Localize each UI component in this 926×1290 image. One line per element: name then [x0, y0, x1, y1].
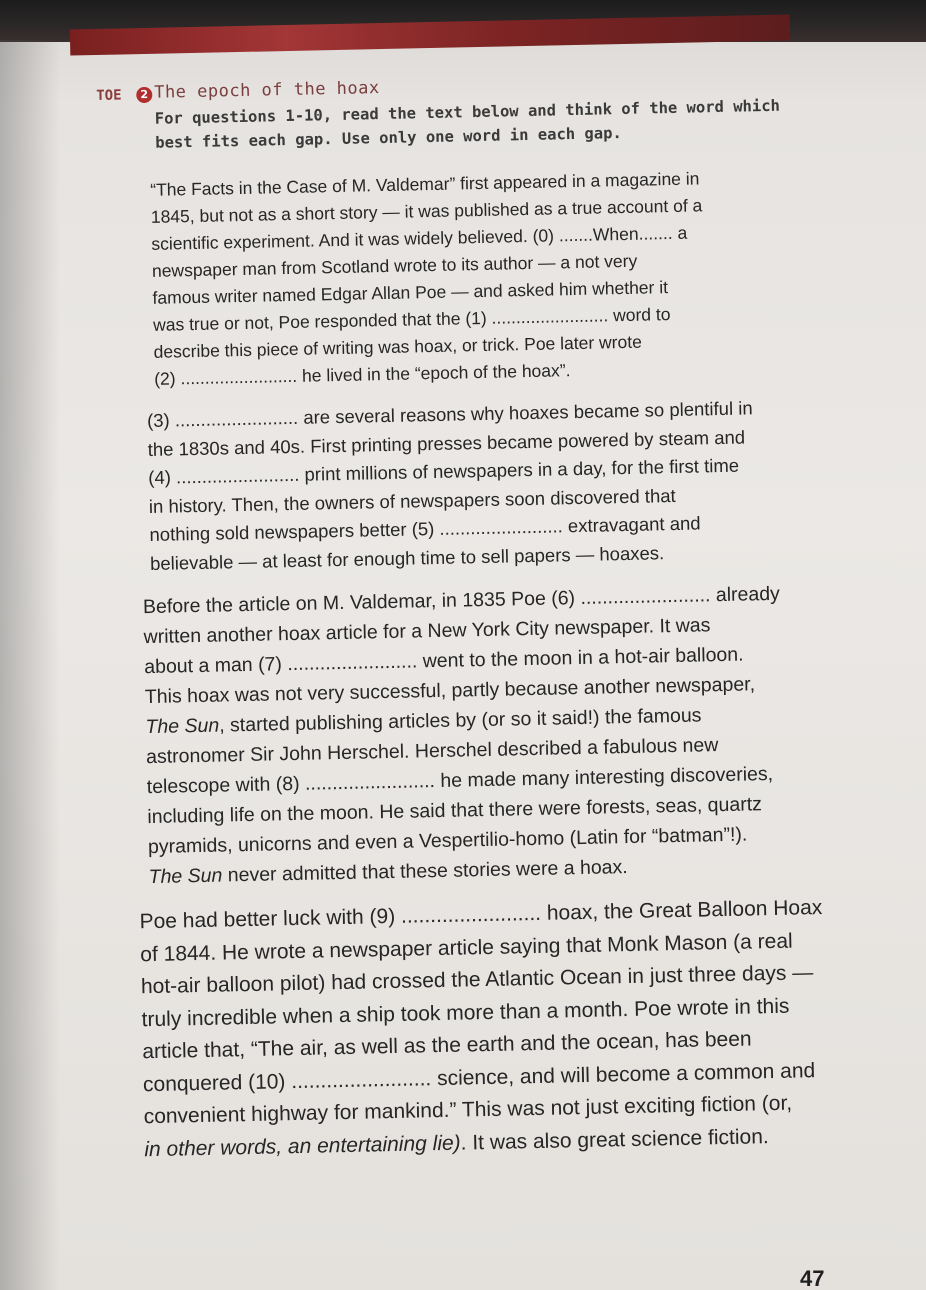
exam-tag: TOE [96, 87, 122, 104]
newspaper-name: The Sun [148, 864, 223, 889]
text-fragment: never admitted that these stories were a hoax. [222, 856, 628, 887]
text-line: This hoax was not very successful, partly because another newspaper, [144, 673, 756, 709]
text-line: “The Facts in the Case of M. Valdemar” first appeared in a magazine in [150, 168, 700, 200]
text-line: (2) ........................ he lived in the “epoch of the hoax”. [154, 360, 571, 389]
text-line: describe this piece of writing was hoax, or trick. Poe later wrote [153, 331, 643, 362]
passage [139, 162, 879, 1166]
text-line: (3) ........................ are several reasons why hoaxes became so plentiful in [146, 397, 753, 432]
page-shadow [0, 40, 60, 1290]
text-line: nothing sold newspapers better (5) ........................ extravagant and [149, 512, 701, 545]
text-line: in history. Then, the owners of newspapers soon discovered that [148, 484, 676, 517]
text-line: truly incredible when a ship took more than a month. Poe wrote in this [141, 994, 790, 1031]
paragraph-1 [150, 162, 862, 393]
text-line: Poe had better luck with (9) ........................ hoax, the Great Balloon Hoax [139, 895, 823, 934]
newspaper-name: The Sun [145, 714, 220, 739]
exercise-title: The epoch of the hoax [154, 78, 380, 103]
italic-aside: in other words, an entertaining lie) [144, 1131, 461, 1161]
text-line: newspaper man from Scotland wrote to its author — a not very [151, 250, 638, 281]
text-line: astronomer Sir John Herschel. Herschel described a fabulous new [145, 734, 719, 769]
text-line: convenient highway for mankind.” This was not just exciting fiction (or, [143, 1091, 793, 1129]
paragraph-3 [143, 577, 873, 892]
text-line: 1845, but not as a short story — it was published as a true account of a [150, 195, 703, 227]
text-line: about a man (7) ........................ went to the moon in a hot-air balloon. [144, 643, 744, 679]
text-fragment: , started publishing articles by (or so it said!) the famous [218, 704, 702, 737]
text-line: article that, “The air, as well as the earth and the ocean, has been [142, 1027, 752, 1064]
text-line: conquered (10) ........................ science, and will become a common and [142, 1058, 816, 1096]
exercise-content [96, 66, 879, 1181]
text-line: including life on the moon. He said that there were forests, seas, quartz [147, 793, 763, 829]
text-line: famous writer named Edgar Allan Poe — and asked him whether it [152, 277, 669, 308]
instruction-line: best fits each gap. Use only one word in each gap. [155, 124, 622, 152]
exercise-number-badge: 2 [136, 87, 152, 103]
text-line: was true or not, Poe responded that the (1) ........................ word to [152, 304, 671, 335]
paragraph-4 [139, 891, 878, 1166]
text-line: written another hoax article for a New York City newspaper. It was [143, 614, 711, 649]
exercise-instructions [155, 92, 858, 155]
text-line: pyramids, unicorns and even a Vespertilio-homo (Latin for “batman”!). [147, 823, 748, 859]
instruction-line: For questions 1-10, read the text below and think of the word which [154, 96, 781, 128]
text-line: the 1830s and 40s. First printing presses became powered by steam and [147, 425, 746, 460]
text-line: telescope with (8) ........................ he made many interesting discoveries, [146, 762, 774, 799]
text-line: hot-air balloon pilot) had crossed the Atlantic Ocean in just three days — [140, 961, 814, 999]
text-fragment: . It was also great science fiction. [460, 1124, 769, 1155]
text-line: of 1844. He wrote a newspaper article saying that Monk Mason (a real [140, 929, 793, 966]
text-line: scientific experiment. And it was widely believed. (0) .......When....... a [151, 222, 688, 254]
text-line: believable — at least for enough time to sell papers — hoaxes. [149, 541, 665, 574]
text-line: Before the article on M. Valdemar, in 1835 Poe (6) ........................ already [142, 582, 781, 619]
page-number: 47 [800, 1266, 825, 1290]
text-line: (4) ........................ print millions of newspapers in a day, for the first time [148, 454, 740, 488]
paragraph-2 [147, 392, 866, 578]
